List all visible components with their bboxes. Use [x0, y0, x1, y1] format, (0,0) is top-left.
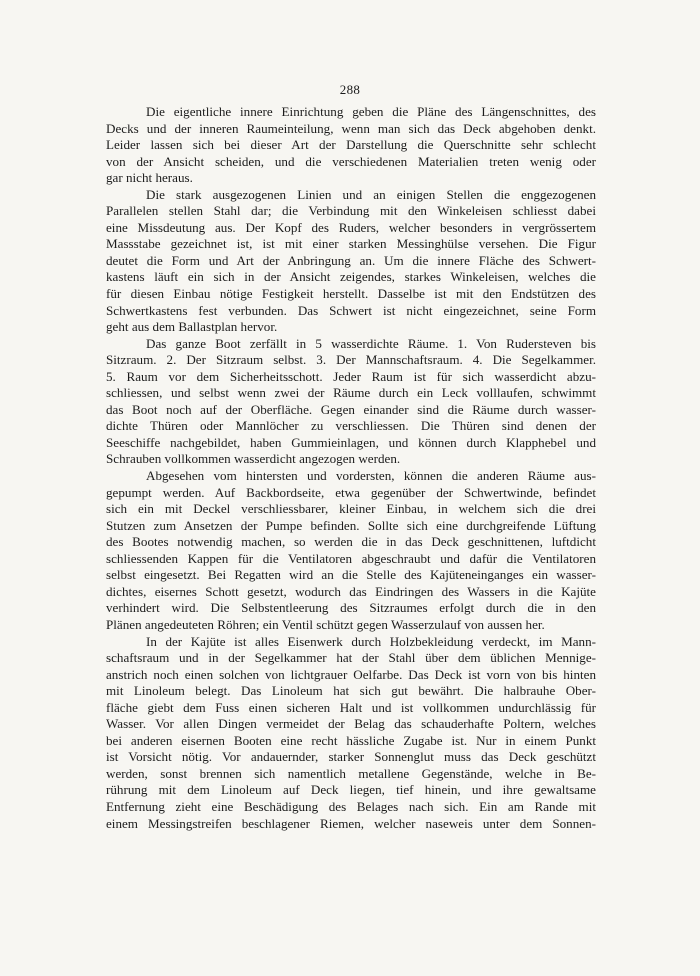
text-line: sich ein mit Deckel verschliessbarer, kleiner Einbau, in welchem sich die drei: [106, 501, 596, 517]
text-line: des Bootes notwendig machen, so werden die in das Deck geschnittenen, luftdicht: [106, 534, 596, 550]
text-line: anstrich noch einen solchen von lichtgrauer Oelfarbe. Das Deck ist vorn von bis hinten: [106, 666, 596, 682]
text-line: Die eigentliche innere Einrichtung geben die Pläne des Längenschnittes, des: [146, 104, 596, 119]
text-line: gar nicht heraus.: [106, 170, 193, 186]
text-line: deutet die Form und Art der Anbringung an. Um die innere Fläche des Schwert-: [106, 252, 596, 268]
text-line: schaftsraum und in der Segelkammer hat der Stahl über dem üblichen Mennige-: [106, 650, 596, 666]
text-line: einem Messingstreifen beschlagener Riemen, welcher naseweis unter dem Sonnen-: [106, 815, 596, 831]
text-line: für diesen Einbau nötige Festigkeit herstellt. Dasselbe ist mit den Endstützen des: [106, 286, 596, 302]
text-line: das Boot noch auf der Oberfläche. Gegen einander sind die Räume durch wasser-: [106, 401, 596, 417]
text-line: dichtes, eisernes Schott gesetzt, wodurch das Eindringen des Wassers in die Kajüte: [106, 583, 596, 599]
paragraph-watertight-rooms: [106, 336, 596, 468]
text-line: von der Ansicht scheiden, und die verschiedenen Materialien treten wenig oder: [106, 153, 596, 169]
text-line: Die stark ausgezogenen Linien und an einigen Stellen die enggezogenen: [146, 186, 596, 202]
text-line: eine Missdeutung aus. Der Kopf des Ruders, welcher besonders in vergrössertem: [106, 219, 596, 235]
text-line: Sitzraum. 2. Der Sitzraum selbst. 3. Der Mannschaftsraum. 4. Die Segelkammer.: [106, 352, 596, 368]
text-line: gepumpt werden. Auf Backbordseite, etwa gegenüber der Schwertwinde, befindet: [106, 484, 596, 500]
text-line: Plänen angedeuteten Röhren; ein Ventil schützt gegen Wasserzulauf von aussen her.: [106, 616, 545, 632]
text-line: schliessen, und selbst wenn zwei der Räume durch ein Leck volllaufen, schwimmt: [106, 385, 596, 401]
text-line: Schwertkastens fest verbunden. Das Schwert ist nicht eingezeichnet, seine Form: [106, 302, 596, 318]
text-line: schliessenden Kappen für die Ventilatoren abgeschraubt und dafür die Ventilatoren: [106, 550, 596, 566]
text-line: Abgesehen vom hintersten und vordersten, können die anderen Räume aus-: [146, 468, 596, 484]
paragraph-interior-plans: [106, 104, 596, 187]
text-line: Entfernung zieht eine Beschädigung des Belages nach sich. Ein am Rande mit: [106, 798, 596, 814]
text-line: mit Linoleum belegt. Das Linoleum hat sich gut bewährt. Die halbrauhe Ober-: [106, 683, 596, 699]
text-line: kastens läuft ein sich in der Ansicht zeigendes, starkes Winkeleisen, welches die: [106, 269, 596, 285]
paragraph-pumping-ventilation: [106, 468, 596, 633]
text-line: Stutzen zum Ansetzen der Pumpe befinden. Sollte sich eine durchgreifende Lüftung: [106, 517, 596, 533]
text-line: Schrauben vollkommen wasserdicht angezogen werden.: [106, 451, 401, 467]
text-line: Seeschiffe nachgebildet, haben Gummieinlagen, und können durch Klapphebel und: [106, 434, 596, 450]
text-line: Massstabe gezeichnet ist, ist mit einer starken Messinghülse versehen. Die Figur: [106, 236, 596, 252]
paragraph-steel-lines: [106, 187, 596, 336]
text-line: Wasser. Vor allen Dingen vermeidet der Belag das schauderhafte Poltern, welches: [106, 716, 596, 732]
text-line: fläche giebt dem Fuss einen sicheren Halt und ist vollkommen undurchlässig für: [106, 699, 596, 715]
text-line: rührung mit dem Linoleum auf Deck liegen, tief hinein, und ihre gewaltsame: [106, 782, 596, 798]
text-line: bei anderen eisernen Booten eine recht hässliche Zugabe ist. Nur in einem Punkt: [106, 732, 596, 748]
text-line: geht aus dem Ballastplan hervor.: [106, 319, 278, 335]
text-line: In der Kajüte ist alles Eisenwerk durch Holzbekleidung verdeckt, im Mann-: [146, 633, 596, 649]
text-line: dichte Thüren oder Mannlöcher zu verschliessen. Die Thüren sind denen der: [106, 418, 596, 434]
text-line: Das ganze Boot zerfällt in 5 wasserdichte Räume. 1. Von Rudersteven bis: [146, 335, 596, 351]
paragraph-cabin-linoleum: [106, 634, 596, 833]
page-number: 288: [339, 82, 361, 97]
text-line: Leider lassen sich bei dieser Art der Darstellung die Querschnitte sehr schlecht: [106, 137, 596, 153]
body-text: [106, 104, 596, 832]
text-line: ist Vorsicht nötig. Vor andauernder, starker Sonnenglut muss das Deck geschützt: [106, 749, 596, 765]
text-line: Decks und der inneren Raumeinteilung, wenn man sich das Deck abgehoben denkt.: [106, 120, 596, 136]
text-line: verhindert wird. Die Selbstentleerung des Sitzraumes erfolgt durch die in den: [106, 600, 596, 616]
text-line: 5. Raum vor dem Sicherheitsschott. Jeder Raum ist für sich wasserdicht abzu-: [106, 368, 596, 384]
text-line: selbst eingesetzt. Bei Regatten wird an die Stelle des Kajüteneinganges ein wasser-: [106, 567, 596, 583]
text-line: Parallelen stellen Stahl dar; die Verbindung mit den Winkeleisen schliesst dabei: [106, 203, 596, 219]
text-line: werden, sonst brennen sich namentlich metallene Gegenstände, welche in Be-: [106, 765, 596, 781]
